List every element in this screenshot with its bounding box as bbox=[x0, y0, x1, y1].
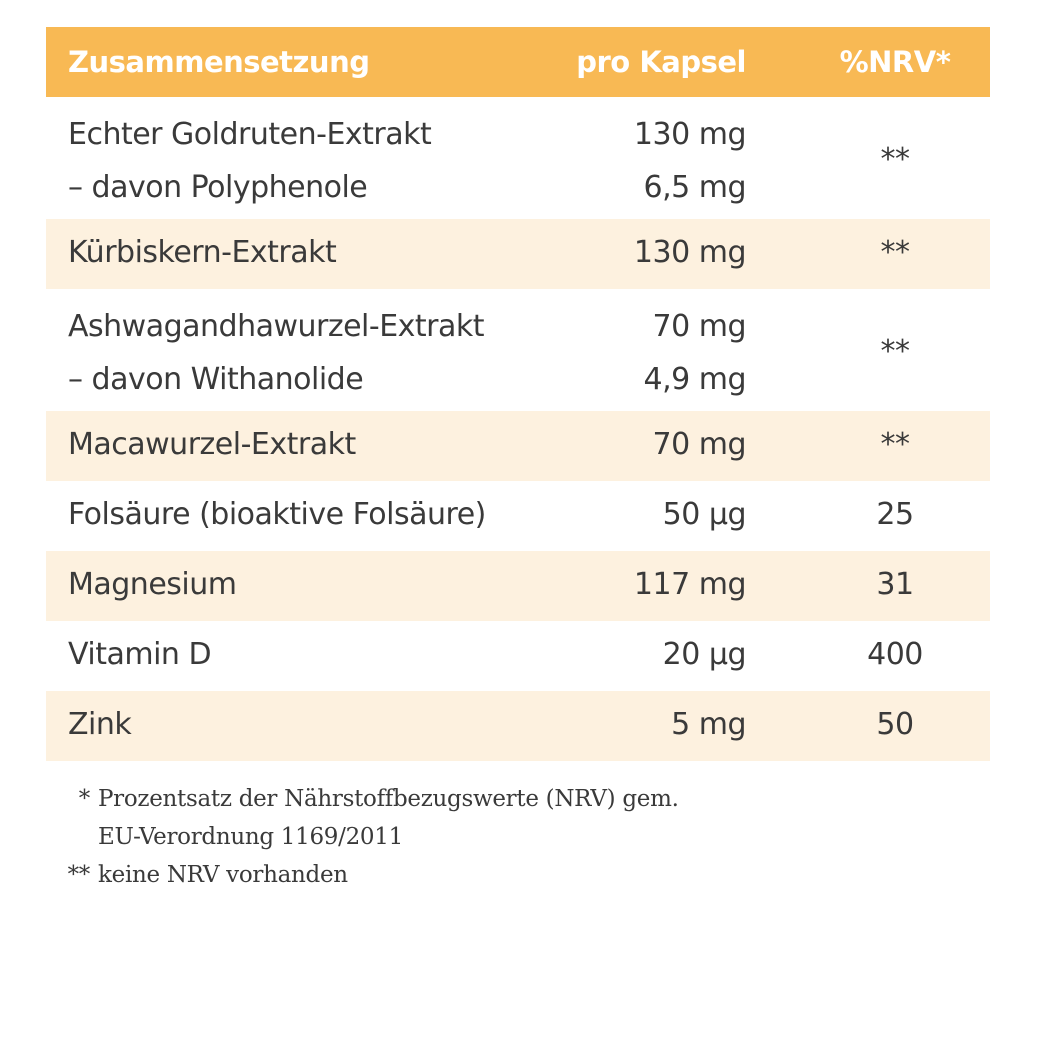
footnote-marker: ** bbox=[67, 862, 90, 888]
header-composition: Zusammensetzung bbox=[68, 45, 370, 79]
ingredient-nrv: ** bbox=[880, 142, 910, 177]
header-per-capsule: pro Kapsel bbox=[576, 45, 746, 79]
ingredient-name: Magnesium bbox=[68, 567, 237, 602]
ingredient-name: Kürbiskern-Extrakt bbox=[68, 235, 337, 270]
ingredient-name: Echter Goldruten-Extrakt bbox=[68, 117, 432, 152]
table-row bbox=[46, 289, 990, 411]
ingredient-name: Folsäure (bioaktive Folsäure) bbox=[68, 497, 486, 532]
table-row bbox=[46, 481, 990, 551]
ingredient-sub-name: – davon Withanolide bbox=[68, 362, 364, 397]
footnote-text: EU-Verordnung 1169/2011 bbox=[98, 824, 403, 850]
ingredient-nrv: ** bbox=[880, 334, 910, 369]
ingredient-amount: 70 mg bbox=[652, 309, 746, 344]
ingredient-nrv: 31 bbox=[876, 567, 914, 602]
table-row bbox=[46, 97, 990, 219]
table-row bbox=[46, 411, 990, 481]
footnote-text: Prozentsatz der Nährstoffbezugswerte (NRV) gem. bbox=[98, 786, 679, 812]
table-row bbox=[46, 551, 990, 621]
ingredient-sub-name: – davon Polyphenole bbox=[68, 170, 368, 205]
ingredient-amount: 117 mg bbox=[633, 567, 746, 602]
ingredient-amount: 130 mg bbox=[633, 235, 746, 270]
ingredient-amount: 70 mg bbox=[652, 427, 746, 462]
footnote-marker: * bbox=[78, 786, 90, 812]
nutrition-table bbox=[46, 27, 990, 761]
ingredient-amount: 20 µg bbox=[662, 637, 746, 672]
ingredient-nrv: 50 bbox=[876, 707, 914, 742]
footnote-text: keine NRV vorhanden bbox=[98, 862, 348, 888]
ingredient-sub-amount: 6,5 mg bbox=[643, 170, 746, 205]
header-nrv: %NRV* bbox=[839, 45, 951, 79]
table-header bbox=[46, 27, 990, 97]
ingredient-name: Zink bbox=[68, 707, 132, 742]
ingredient-nrv: ** bbox=[880, 235, 910, 270]
ingredient-nrv: 25 bbox=[876, 497, 914, 532]
ingredient-nrv: 400 bbox=[867, 637, 923, 672]
ingredient-name: Ashwagandhawurzel-Extrakt bbox=[68, 309, 485, 344]
ingredient-amount: 130 mg bbox=[633, 117, 746, 152]
table-row bbox=[46, 691, 990, 761]
ingredient-name: Vitamin D bbox=[68, 637, 212, 672]
table-row bbox=[46, 621, 990, 691]
table-row bbox=[46, 219, 990, 289]
ingredient-amount: 50 µg bbox=[662, 497, 746, 532]
ingredient-name: Macawurzel-Extrakt bbox=[68, 427, 356, 462]
ingredient-nrv: ** bbox=[880, 427, 910, 462]
ingredient-sub-amount: 4,9 mg bbox=[643, 362, 746, 397]
ingredient-amount: 5 mg bbox=[671, 707, 746, 742]
